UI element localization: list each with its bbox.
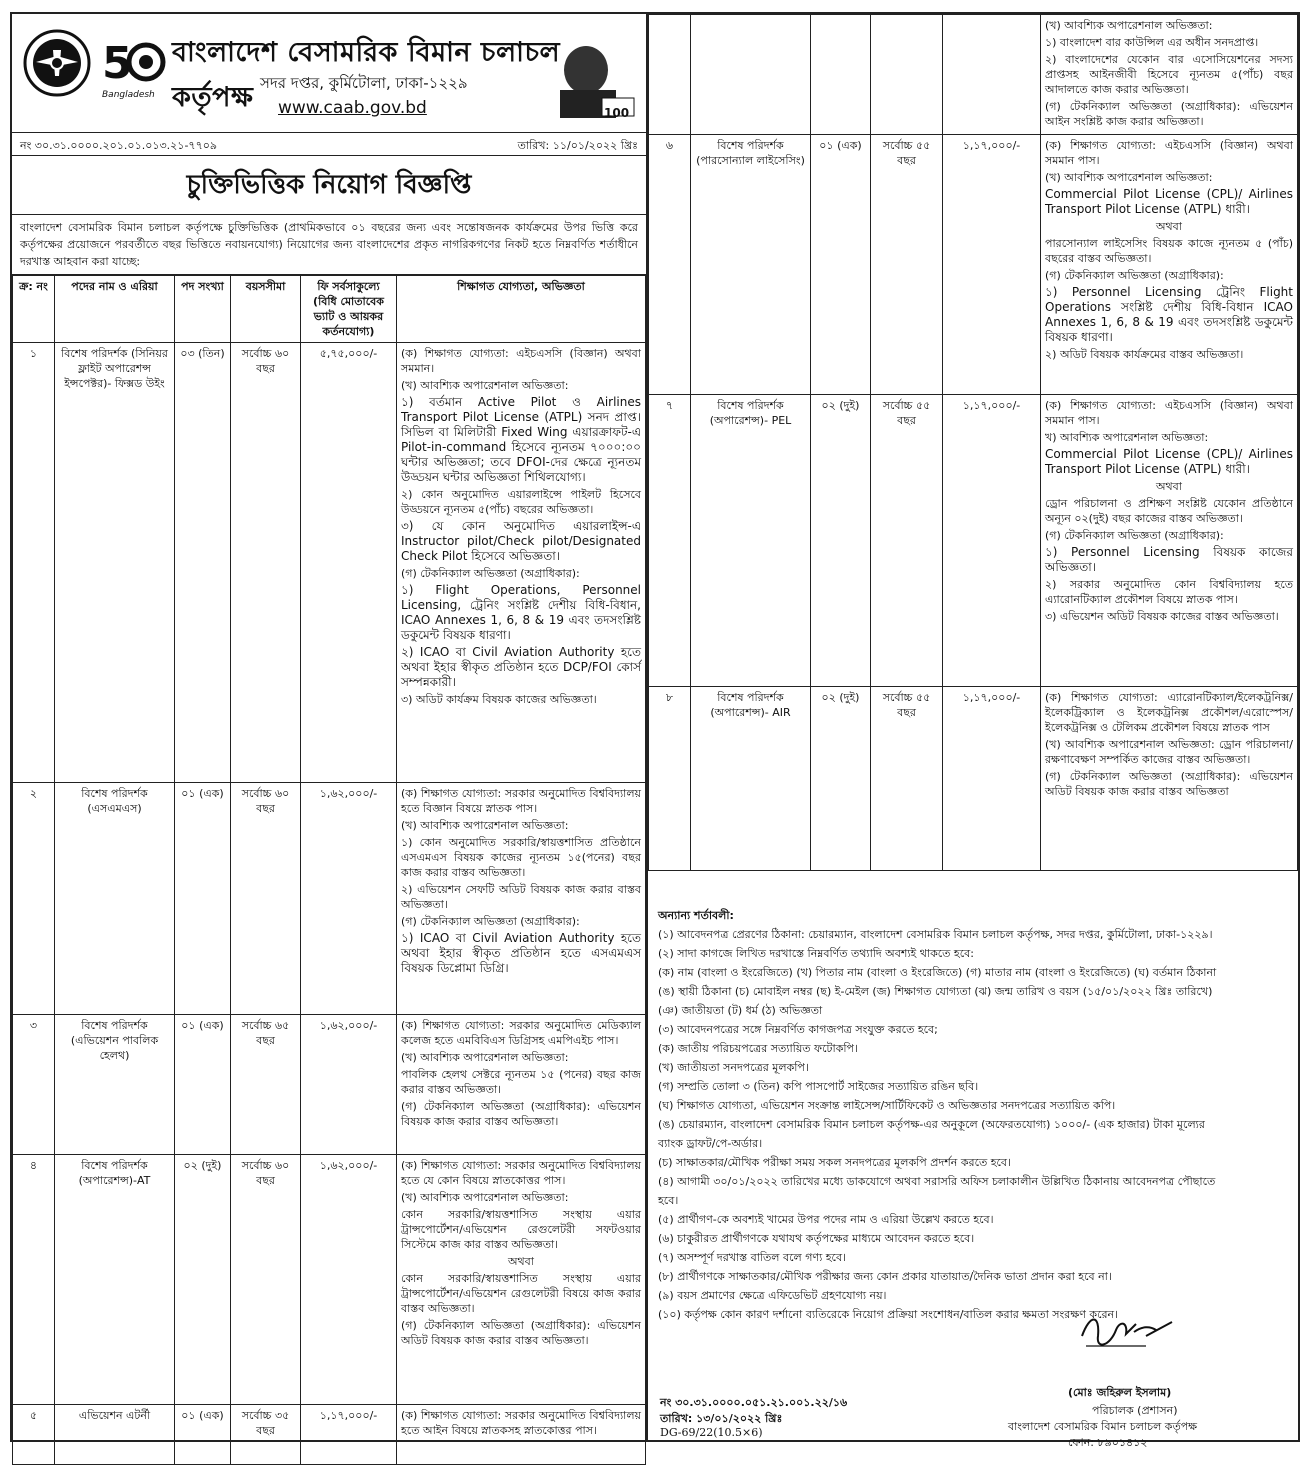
- terms-section: [648, 902, 1298, 1328]
- requirement-line: ড্রোন পরিচালনা ও প্রশিক্ষণ সংশ্লিষ্ট যেকোন প্রতিষ্ঠানে অন্যূন ০২(দুই) বছর কাজের বাস্তব অভিজ্ঞতা।: [1045, 497, 1293, 525]
- post-age-limit: সর্বোচ্চ ৬০ বছর: [231, 343, 301, 783]
- requirement-line: কোন সরকারি/স্বায়ত্তশাসিত সংস্থায় এয়ার ট্রান্সপোর্টেশন/এভিয়েশন রেগুলেটরী সফটওয়ার সিস্টেমে কাজ কার বাস্তব অভিজ্ঞতা।: [401, 1208, 641, 1251]
- post-name: এভিয়েশন এটর্নী: [55, 1405, 175, 1465]
- requirement-line: (ক) শিক্ষাগত যোগ্যতা: সরকার অনুমোদিত বিশ্ববিদ্যালয় হতে আইন বিষয়ে স্নাতকসহ স্নাতকোত্তর পাস।: [401, 1409, 641, 1437]
- notice-page: [10, 12, 1300, 1449]
- signature-block: [648, 1302, 1298, 1449]
- post-count: ০১ (এক): [175, 1015, 231, 1155]
- terms-heading: অন্যান্য শর্তাবলী:: [658, 909, 734, 922]
- requirement-line: ৩) এভিয়েশন অডিট বিষয়ক কাজের বাস্তব অভিজ্ঞতা।: [1045, 610, 1279, 623]
- posts-table-left: [12, 275, 646, 1465]
- caab-logo-icon: [22, 28, 92, 98]
- post-serial: ১: [13, 343, 55, 783]
- terms-line: (১০) কর্তৃপক্ষ কোন কারণ দর্শানো ব্যতিরেকে নিয়োগ প্রক্রিয়া সংশোধন/বাতিল করার ক্ষমতা সংরক্ষণ করেন।: [658, 1308, 1119, 1321]
- terms-line: হবে।: [658, 1194, 679, 1207]
- post-name: বিশেষ পরিদর্শক (অপারেশন্স)- PEL: [691, 395, 811, 687]
- post-name: বিশেষ পরিদর্শক (এসএমএস): [55, 783, 175, 1015]
- post-name: বিশেষ পরিদর্শক (অপারেশন্স)-AT: [55, 1155, 175, 1405]
- posts-right-body: [649, 15, 1298, 871]
- post-name: বিশেষ পরিদর্শক (অপারেশন্স)- AIR: [691, 687, 811, 871]
- post-requirements: [1041, 395, 1298, 687]
- terms-line: (৭) অসম্পূর্ণ দরখাস্ত বাতিল বলে গণ্য হবে।: [658, 1251, 847, 1264]
- requirement-line: (ক) শিক্ষাগত যোগ্যতা: এইচএসসি (বিজ্ঞান) অথবা সমমান পাস।: [1045, 139, 1293, 167]
- requirement-line: ১) বর্তমান Active Pilot ও Airlines Transport Pilot License (ATPL) সনদ প্রাপ্ত। সিভিল বা মিলিটারী Fixed Wing এয়ারক্রাফট-এ Pilot-in-command হিসেবে ন্যূনতম ৭০০০:০০ ঘন্টার অভিজ্ঞতা; তবে DFOI-দের ক্ষেত্রে ন্যূনতম উড্ডয়ন ঘন্টার অভিজ্ঞতা শিথিলযোগ্য।: [401, 395, 641, 484]
- notice-title: চুক্তিভিত্তিক নিয়োগ বিজ্ঞপ্তি: [12, 156, 646, 215]
- terms-line: (৮) প্রার্থীগণকে সাক্ষাতকার/মৌখিক পরীক্ষার জন্য কোন প্রকার যাতায়াত/দৈনিক ভাতা প্রদান করা হবে না।: [658, 1270, 1112, 1283]
- terms-line: (খ) জাতীয়তা সনদপত্রের মূলকপি।: [658, 1061, 809, 1074]
- requirement-line: ২) ICAO বা Civil Aviation Authority হতে অথবা ইহার স্বীকৃত প্রতিষ্ঠান হতে DCP/FOI কোর্স সম্পন্নকারী।: [401, 645, 641, 689]
- requirement-line: ২) অডিট বিষয়ক কার্যক্রমের বাস্তব অভিজ্ঞতা।: [1045, 348, 1244, 361]
- left-column: [12, 14, 648, 1440]
- terms-line: (১) আবেদনপত্র প্রেরণের ঠিকানা: চেয়ারম্যান, বাংলাদেশ বেসামরিক বিমান চলাচল কর্তৃপক্ষ, সদর দপ্তর, কুর্মিটোলা, ঢাকা-১২২৯।: [658, 928, 1213, 941]
- posts-table-right: [648, 14, 1298, 871]
- post-count: ০১ (এক): [811, 135, 871, 395]
- svg-text:5: 5: [102, 38, 133, 89]
- requirement-line: (খ) আবশ্যিক অপারেশনাল অভিজ্ঞতা:: [401, 1191, 569, 1204]
- table-row: [649, 687, 1298, 871]
- requirement-line: ২) এভিয়েশন সেফটি অডিট বিষয়ক কাজ করার বাস্তব অভিজ্ঞতা।: [401, 883, 641, 911]
- post-serial: ৭: [649, 395, 691, 687]
- terms-line: (ক) নাম (বাংলা ও ইংরেজিতে) (খ) পিতার নাম (বাংলা ও ইংরেজিতে) (গ) মাতার নাম (বাংলা ও ইংরেজিতে) (ঘ) বর্তমান ঠিকানা: [658, 966, 1217, 979]
- signatory-phone: ফোন: ৮৯০১৪১২: [1068, 1436, 1148, 1449]
- org-title: বাংলাদেশ বেসামরিক বিমান চলাচল কর্তৃপক্ষ: [172, 37, 561, 113]
- bangladesh-50-logo-icon: [98, 34, 168, 90]
- post-count: ০২ (দুই): [175, 1155, 231, 1405]
- requirement-line: (ক) শিক্ষাগত যোগ্যতা: সরকার অনুমোদিত বিশ্ববিদ্যালয় হতে বিজ্ঞান বিষয়ে স্নাতক পাস।: [401, 787, 641, 815]
- post-name: বিশেষ পরিদর্শক (সিনিয়র ফ্লাইট অপারেশন্স ইন্সপেক্টর)- ফিক্সড উইং: [55, 343, 175, 783]
- requirement-line: পারসোন্যাল লাইসেসিং বিষয়ক কাজে ন্যূনতম ৫ (পাঁচ) বছরের বাস্তব অভিজ্ঞতা।: [1045, 237, 1293, 265]
- table-row: [13, 783, 646, 1015]
- table-row: [649, 135, 1298, 395]
- post5-requirements-continued: [1041, 15, 1298, 135]
- post-requirements: [1041, 687, 1298, 871]
- ref-date: তারিখ: ১১/০১/২০২২ খ্রিঃ: [517, 139, 638, 152]
- requirement-line: কোন সরকারি/স্বায়ত্তশাসিত সংস্থায় এয়ার ট্রান্সপোর্টেশন/এভিয়েশন রেগুলেটরী বিষয়ে কাজ করার বাস্তব অভিজ্ঞতা।: [401, 1272, 641, 1315]
- post-serial: ৩: [13, 1015, 55, 1155]
- requirement-line: (গ) টেকনিক্যাল অভিজ্ঞতা (অগ্রাধিকার): এভিয়েশন অডিট বিষয়ক কাজ করার বাস্তব অভিজ্ঞতা।: [401, 1319, 641, 1347]
- signatory-designation: পরিচালক (প্রশাসন): [1092, 1404, 1178, 1417]
- signatory-organization: বাংলাদেশ বেসামরিক বিমান চলাচল কর্তৃপক্ষ: [1008, 1420, 1198, 1433]
- th-post-name: পদের নাম ও এরিয়া: [55, 276, 175, 343]
- th-qualification: শিক্ষাগত যোগ্যতা, অভিজ্ঞতা: [397, 276, 646, 343]
- signatory-name: (মোঃ জহিরুল ইসলাম): [1068, 1386, 1172, 1399]
- requirement-line: Commercial Pilot License (CPL)/ Airlines Transport Pilot License (ATPL) ধারী।: [1045, 447, 1293, 476]
- requirement-line: পাবলিক হেলথ সেক্টরে ন্যূনতম ১৫ (পনের) বছর কাজ করার বাস্তব অভিজ্ঞতা।: [401, 1068, 641, 1096]
- requirement-line: (ক) শিক্ষাগত যোগ্যতা: এইচএসসি (বিজ্ঞান) অথবা সমমান।: [401, 347, 641, 375]
- post-requirements: [397, 1015, 646, 1155]
- requirement-line: অথবা: [1156, 480, 1182, 493]
- post-count: ০২ (দুই): [811, 687, 871, 871]
- post-age-limit: সর্বোচ্চ ৬৫ বছর: [231, 1015, 301, 1155]
- terms-line: (চ) সাক্ষাতকার/মৌখিক পরীক্ষা সময় সকল সনদপত্রের মূলকপি প্রদর্শন করতে হবে।: [658, 1156, 1011, 1169]
- requirement-line: খ) আবশ্যিক অপারেশনাল অভিজ্ঞতা:: [1045, 431, 1209, 444]
- terms-line: (২) সাদা কাগজে লিখিত দরখাস্তে নিম্নবর্ণিত তথ্যাদি অবশ্যই থাকতে হবে:: [658, 947, 974, 960]
- post-count: ০২ (দুই): [811, 395, 871, 687]
- post-serial: ৮: [649, 687, 691, 871]
- requirement-line: ১) কোন অনুমোদিত সরকারি/স্বায়ত্তশাসিত প্রতিষ্ঠানে এসএমএস বিষয়ক কাজের ন্যূনতম ১৫(পনের) বছর কাজ করার বাস্তব অভিজ্ঞতা।: [401, 836, 641, 879]
- th-fee: ফি সর্বসাকুল্যে (বিধি মোতাবেক ভ্যাট ও আয়কর কর্তনযোগ্য): [301, 276, 397, 343]
- terms-line: (ঙ) চেয়ারম্যান, বাংলাদেশ বেসামরিক বিমান চলাচল কর্তৃপক্ষ-এর অনুকূলে (অফেরতযোগ্য) ১০০০/- (এক হাজার) টাকা মূল্যের: [658, 1118, 1205, 1131]
- post-serial: ২: [13, 783, 55, 1015]
- memo-number: নং ৩০.৩১.০০০০.০৫১.২১.০০১.২২/১৬: [660, 1396, 848, 1409]
- table-header-row: [13, 276, 646, 343]
- requirement-line: (গ) টেকনিক্যাল অভিজ্ঞতা (অগ্রাধিকার):: [401, 915, 580, 928]
- post-requirements: [397, 1155, 646, 1405]
- post-age-limit: সর্বোচ্চ ৬০ বছর: [231, 1155, 301, 1405]
- requirement-line: ৩) অডিট কার্যক্রম বিষয়ক কাজের অভিজ্ঞতা।: [401, 693, 597, 706]
- post-count: ০১ (এক): [175, 783, 231, 1015]
- post-name: বিশেষ পরিদর্শক (এভিয়েশন পাবলিক হেলথ): [55, 1015, 175, 1155]
- posts-left-body: [13, 343, 646, 1465]
- dg-code: DG-69/22(10.5×6): [660, 1426, 763, 1439]
- requirement-line: (খ) আবশ্যিক অপারেশনাল অভিজ্ঞতা:: [401, 819, 569, 832]
- th-age-limit: বয়সসীমা: [231, 276, 301, 343]
- terms-line: (ঞ) জাতীয়তা (ট) ধর্ম (ঠ) অভিজ্ঞতা: [658, 1004, 823, 1017]
- post-requirements: [397, 783, 646, 1015]
- requirement-line: (গ) টেকনিক্যাল অভিজ্ঞতা (অগ্রাধিকার):: [1045, 529, 1224, 542]
- reference-line: [12, 133, 646, 156]
- requirement-line: Commercial Pilot License (CPL)/ Airlines Transport Pilot License (ATPL) ধারী।: [1045, 187, 1293, 216]
- post-fee: ১,১৭,০০০/-: [943, 135, 1041, 395]
- requirement-line: ২) সরকার অনুমোদিত কোন বিশ্ববিদ্যালয় হতে এ্যারোনটিক্যাল প্রকৌশল বিষয়ে স্নাতক পাস।: [1045, 578, 1293, 606]
- requirement-line: (গ) টেকনিক্যাল অভিজ্ঞতা (অগ্রাধিকার):: [1045, 269, 1224, 282]
- terms-line: (৫) প্রার্থীগণ-কে অবশ্যই খামের উপর পদের নাম ও এরিয়া উল্লেখ করতে হবে।: [658, 1213, 994, 1226]
- post-fee: ১,১৭,০০০/-: [301, 1405, 397, 1465]
- requirement-line: (ক) শিক্ষাগত যোগ্যতা: সরকার অনুমোদিত বিশ্ববিদ্যালয় হতে যে কোন বিষয়ে স্নাতকোত্তর পাস।: [401, 1159, 641, 1187]
- post-age-limit: সর্বোচ্চ ৩৫ বছর: [231, 1405, 301, 1465]
- table-row: [13, 1155, 646, 1405]
- mujib-100-caption: 100: [604, 106, 630, 120]
- post-fee: ১,১৭,০০০/-: [943, 395, 1041, 687]
- requirement-line: অথবা: [1156, 220, 1182, 233]
- post-requirements: [397, 1405, 646, 1465]
- post-fee: ১,১৭,০০০/-: [943, 687, 1041, 871]
- requirement-line: অথবা: [508, 1255, 534, 1268]
- requirement-line: (ক) শিক্ষাগত যোগ্যতা: এ্যারোনটিক্যাল/ইলেকট্রনিক্স/ইলেকট্রিক্যাল ও ইলেকট্রনিক্স প্রকৌশল/এরোস্পেস/ইলেকট্রনিক্স ও টেলিকম প্রকৌশল বিষয়ে স্নাতক পাস: [1045, 691, 1293, 734]
- logo-50-caption: Bangladesh: [102, 90, 155, 100]
- terms-line: (৯) বয়স প্রমাণের ক্ষেত্রে এফিডেভিট গ্রহণযোগ্য নয়।: [658, 1289, 887, 1302]
- table-row: [13, 1405, 646, 1465]
- post-age-limit: সর্বোচ্চ ৫৫ বছর: [871, 135, 943, 395]
- terms-line: (ঘ) শিক্ষাগত যোগ্যতা, এভিয়েশন সংক্রান্ত লাইসেন্স/সার্টিফিকেট ও অভিজ্ঞতার সনদপত্রের সত্যায়িত কপি।: [658, 1099, 1116, 1112]
- post-age-limit: সর্বোচ্চ ৫৫ বছর: [871, 395, 943, 687]
- post-count: ০১ (এক): [175, 1405, 231, 1465]
- requirement-line: (গ) টেকনিক্যাল অভিজ্ঞতা (অগ্রাধিকার):: [401, 567, 580, 580]
- terms-line: (৩) আবেদনপত্রের সঙ্গে নিম্নবর্ণিত কাগজপত্র সংযুক্ত করতে হবে;: [658, 1023, 938, 1036]
- requirement-line: (খ) আবশ্যিক অপারেশনাল অভিজ্ঞতা: ড্রোন পরিচালনা/রক্ষণাবেক্ষণ সম্পর্কিত কাজের বাস্তব অভিজ্ঞতা।: [1045, 738, 1293, 766]
- post-requirements: [397, 343, 646, 783]
- th-serial: ক্র: নং: [13, 276, 55, 343]
- post-fee: ১,৬২,০০০/-: [301, 783, 397, 1015]
- ref-number: নং ৩০.৩১.০০০০.২০১.০১.০১৩.২১-৭৭০৯: [20, 139, 218, 152]
- handwritten-signature-icon: [1076, 1306, 1176, 1354]
- requirement-line: ১) Flight Operations, Personnel Licensing, ট্রেনিং সংশ্লিষ্ট দেশীয় বিধি-বিধান, ICAO Annexes 1, 6, 8 & 19 এবং তদসংশ্লিষ্ট ডকুমেন্ট বিষয়ক ধারণা।: [401, 583, 641, 642]
- table-row-post5-continued: [649, 15, 1298, 135]
- requirement-line: (গ) টেকনিক্যাল অভিজ্ঞতা (অগ্রাধিকার): এভিয়েশন আইন সংশ্লিষ্ট কাজ করার অভিজ্ঞতা।: [1045, 100, 1293, 128]
- requirement-line: ১) Personnel Licensing ট্রেনিং Flight Operations সংশ্লিষ্ট দেশীয় বিধি-বিধান ICAO Annexes 1, 6, 8 & 19 এবং তদসংশ্লিষ্ট ডকুমেন্ট বিষয়ক ধারণা।: [1045, 285, 1293, 344]
- terms-line: (ক) জাতীয় পরিচয়পত্রের সত্যায়িত ফটোকপি।: [658, 1042, 858, 1055]
- requirement-line: (খ) আবশ্যিক অপারেশনাল অভিজ্ঞতা:: [401, 1051, 569, 1064]
- intro-paragraph: বাংলাদেশ বেসামরিক বিমান চলাচল কর্তৃপক্ষে চুক্তিভিত্তিক (প্রাথমিকভাবে ০১ বছরের জন্য এবং সন্তোষজনক কার্যক্রমের উপর ভিত্তি করে কর্তৃপক্ষের প্রয়োজনে পরবর্তীতে বছর ভিত্তিতে নবায়নযোগ্য) নিয়োগের জন্য বাংলাদেশের প্রকৃত নাগরিকগণের নিকট হতে নিম্নবর্ণিত শর্তাধীনে দরখাস্ত আহবান করা যাচ্ছে:: [12, 215, 646, 275]
- th-post-count: পদ সংখ্যা: [175, 276, 231, 343]
- requirement-line: ২) কোন অনুমোদিত এয়ারলাইন্সে পাইলট হিসেবে উড্ডয়নে ন্যূনতম ৫(পাঁচ) বছরের অভিজ্ঞতা।: [401, 488, 641, 516]
- requirement-line: (খ) আবশ্যিক অপারেশনাল অভিজ্ঞতা:: [1045, 19, 1213, 32]
- post-age-limit: সর্বোচ্চ ৬০ বছর: [231, 783, 301, 1015]
- post-count: ০৩ (তিন): [175, 343, 231, 783]
- requirement-line: ২) বাংলাদেশের যেকোন বার এসোসিয়েশনের সদস্য প্রাপ্তসহ আইনজীবী হিসেবে ন্যূনতম ৫(পাঁচ) বছর আদালতে কাজ করার অভিজ্ঞতা।: [1045, 53, 1293, 96]
- header: [12, 14, 646, 133]
- post-age-limit: সর্বোচ্চ ৫৫ বছর: [871, 687, 943, 871]
- post-serial: ৫: [13, 1405, 55, 1465]
- requirement-line: ১) Personnel Licensing বিষয়ক কাজের অভিজ্ঞতা।: [1045, 545, 1293, 574]
- requirement-line: (খ) আবশ্যিক অপারেশনাল অভিজ্ঞতা:: [1045, 171, 1213, 184]
- post-serial: ৬: [649, 135, 691, 395]
- terms-list: [658, 925, 1288, 1324]
- requirement-line: (খ) আবশ্যিক অপারেশনাল অভিজ্ঞতা:: [401, 379, 569, 392]
- post-fee: ১,৬২,০০০/-: [301, 1015, 397, 1155]
- terms-line: (৪) আগামী ৩০/০১/২০২২ তারিখের মধ্যে ডাকযোগে অথবা সরাসরি অফিস চলাকালীন উল্লিখিত ঠিকানায় আবেদনপত্র পৌছাতে: [658, 1175, 1216, 1188]
- terms-line: ব্যাংক ড্রাফট/পে-অর্ডার।: [658, 1137, 763, 1150]
- requirement-line: ১) ICAO বা Civil Aviation Authority হতে অথবা ইহার স্বীকৃত প্রতিষ্ঠান হতে এসএমএস বিষয়ক ডিপ্লোমা ডিগ্রি।: [401, 931, 641, 975]
- memo-date: তারিখ: ১৩/০১/২০২২ খ্রিঃ: [660, 1412, 783, 1425]
- terms-line: (গ) সম্প্রতি তোলা ৩ (তিন) কপি পাসপোর্ট সাইজের সত্যায়িত রঙিন ছবি।: [658, 1080, 979, 1093]
- table-row: [13, 343, 646, 783]
- requirement-line: (ক) শিক্ষাগত যোগ্যতা: সরকার অনুমোদিত মেডিক্যাল কলেজ হতে এমবিবিএস ডিগ্রিসহ এমপিএইচ পাস।: [401, 1019, 641, 1047]
- terms-line: (ঙ) স্থায়ী ঠিকানা (চ) মোবাইল নম্বর (ছ) ই-মেইল (জ) শিক্ষাগত যোগ্যতা (ঝ) জন্ম তারিখ ও বয়স (১৫/০১/২০২২ খ্রিঃ তারিখে): [658, 985, 1213, 998]
- org-address: সদর দপ্তর, কুর্মিটোলা, ঢাকা-১২২৯: [260, 74, 468, 92]
- requirement-line: (গ) টেকনিক্যাল অভিজ্ঞতা (অগ্রাধিকার): এভিয়েশন বিষয়ক কাজ করার বাস্তব অভিজ্ঞতা।: [401, 1100, 641, 1128]
- post-serial: ৪: [13, 1155, 55, 1405]
- requirement-line: ৩) যে কোন অনুমোদিত এয়ারলাইন্স-এ Instructor pilot/Check pilot/Designated Check Pilot হিসেবে অভিজ্ঞতা।: [401, 519, 641, 563]
- right-column: [648, 14, 1298, 1449]
- post-fee: ১,৬২,০০০/-: [301, 1155, 397, 1405]
- requirement-line: ১) বাংলাদেশ বার কাউন্সিল এর অধীন সনদপ্রাপ্ত।: [1045, 36, 1259, 49]
- table-row: [649, 395, 1298, 687]
- requirement-line: (ক) শিক্ষাগত যোগ্যতা: এইচএসসি (বিজ্ঞান) অথবা সমমান পাস।: [1045, 399, 1293, 427]
- terms-line: (৬) চাকুরীরত প্রার্থীগণকে যথাযথ কর্তৃপক্ষের মাধ্যমে আবেদন করতে হবে।: [658, 1232, 975, 1245]
- table-row: [13, 1015, 646, 1155]
- org-website-link[interactable]: www.caab.gov.bd: [278, 98, 427, 118]
- post-requirements: [1041, 135, 1298, 395]
- requirement-line: (গ) টেকনিক্যাল অভিজ্ঞতা (অগ্রাধিকার): এভিয়েশন অডিট বিষয়ক কাজ করার বাস্তব অভিজ্ঞতা: [1045, 770, 1293, 798]
- post-fee: ৫,৭৫,০০০/-: [301, 343, 397, 783]
- post-name: বিশেষ পরিদর্শক (পারসোন্যাল লাইসেসিং): [691, 135, 811, 395]
